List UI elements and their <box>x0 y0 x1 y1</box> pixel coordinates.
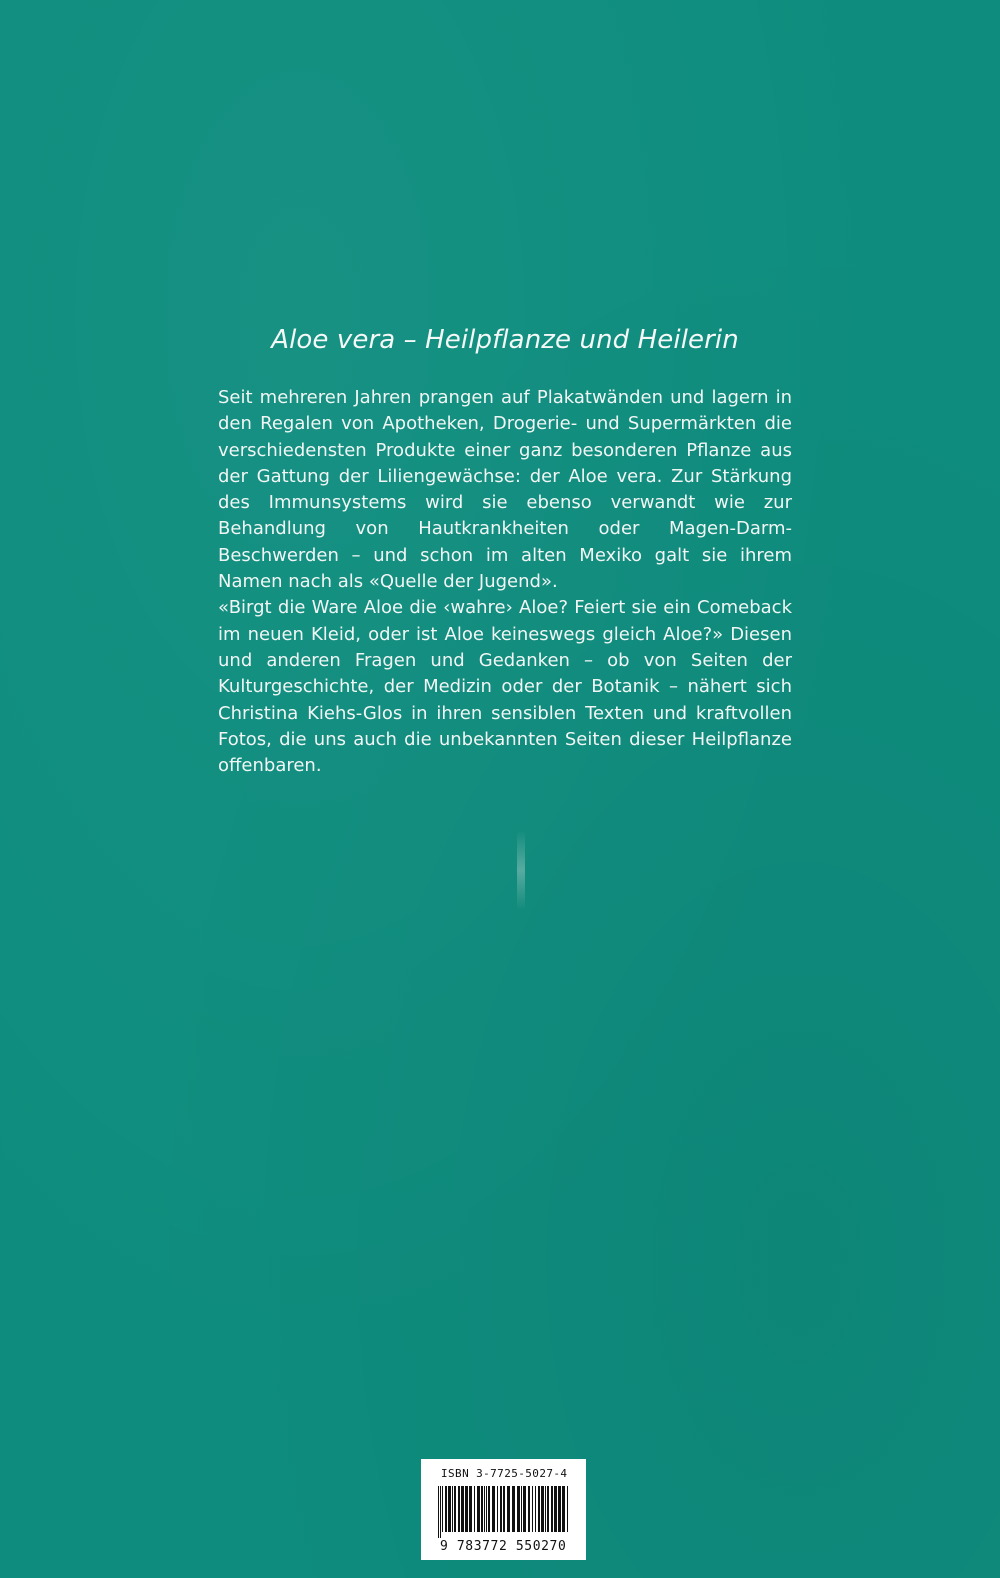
barcode-bar <box>438 1486 439 1538</box>
barcode-bar <box>562 1486 565 1532</box>
barcode-bar <box>535 1486 536 1532</box>
barcode-bar <box>547 1486 549 1532</box>
barcode-bar <box>452 1486 453 1532</box>
barcode-bar <box>477 1486 480 1532</box>
barcode-bar <box>484 1486 485 1532</box>
barcode-bar <box>497 1486 498 1532</box>
barcode-bar <box>541 1486 544 1532</box>
barcode-label <box>421 1459 586 1560</box>
barcode-bar <box>492 1486 495 1532</box>
barcode-bar <box>507 1486 510 1532</box>
barcode-bar <box>454 1486 456 1532</box>
barcode-bar <box>532 1486 533 1532</box>
barcode-bar <box>551 1486 553 1532</box>
barcode-bar <box>517 1486 520 1532</box>
barcode-bar <box>567 1486 568 1532</box>
barcode-bar <box>503 1486 505 1532</box>
barcode-bar <box>538 1486 540 1532</box>
barcode-bar <box>545 1486 546 1532</box>
barcode-bar <box>469 1486 472 1532</box>
blurb-paragraph-2: «Birgt die Ware Aloe die ‹wahre› Aloe? Feiert sie ein Comeback im neuen Kleid, oder ist Aloe keineswegs gleich Aloe?» Diesen und anderen Fragen und Gedanken – ob von Seiten der Kulturgeschichte, der Medizin oder der Botanik – nähert sich Christina Kiehs-Glos in ihren sensiblen Texten und kraftvollen Fotos, die uns auch die unbekannten Seiten dieser Heilpflanze offenbaren. <box>218 597 792 777</box>
barcode-bar <box>465 1486 468 1532</box>
barcode-bar <box>458 1486 460 1532</box>
barcode-bar <box>500 1486 502 1532</box>
barcode-bar <box>528 1486 530 1532</box>
barcode-bar <box>445 1486 447 1532</box>
barcode-bar <box>442 1486 443 1532</box>
book-title: Aloe vera – Heilpflanze und Heilerin <box>271 325 739 355</box>
barcode-bar <box>461 1486 464 1532</box>
barcode-bar <box>512 1486 515 1532</box>
barcode-bar <box>448 1486 451 1532</box>
ean-number: 9 783772 550270 <box>440 1539 567 1554</box>
blurb-text <box>218 385 792 779</box>
blurb-paragraph-1: Seit mehreren Jahren prangen auf Plakatwänden und lagern in den Regalen von Apotheken, Drogerie- und Supermärkten die verschiedensten Produkte einer ganz besonderen Pflanze aus der Gattung der Liliengewächse: der Aloe vera. Zur Stärkung des Immunsystems wird sie ebenso verwandt wie zur Behandlung von Hautkrankheiten oder Magen-Darm-Beschwerden – und schon im alten Mexiko galt sie ihrem Namen nach als «Quelle der Jugend». <box>218 387 792 593</box>
barcode-bar <box>440 1486 441 1538</box>
cover-scuff-mark <box>517 830 525 910</box>
barcode-bar <box>474 1486 475 1532</box>
barcode-bar <box>521 1486 522 1532</box>
barcode-bar <box>488 1486 490 1532</box>
barcode-bar <box>554 1486 557 1532</box>
barcode-bar <box>558 1486 561 1532</box>
isbn-number: ISBN 3-7725-5027-4 <box>441 1467 568 1480</box>
barcode-bar <box>486 1486 487 1532</box>
barcode-bar <box>481 1486 483 1532</box>
barcode-icon <box>436 1486 576 1538</box>
barcode-bar <box>523 1486 526 1532</box>
